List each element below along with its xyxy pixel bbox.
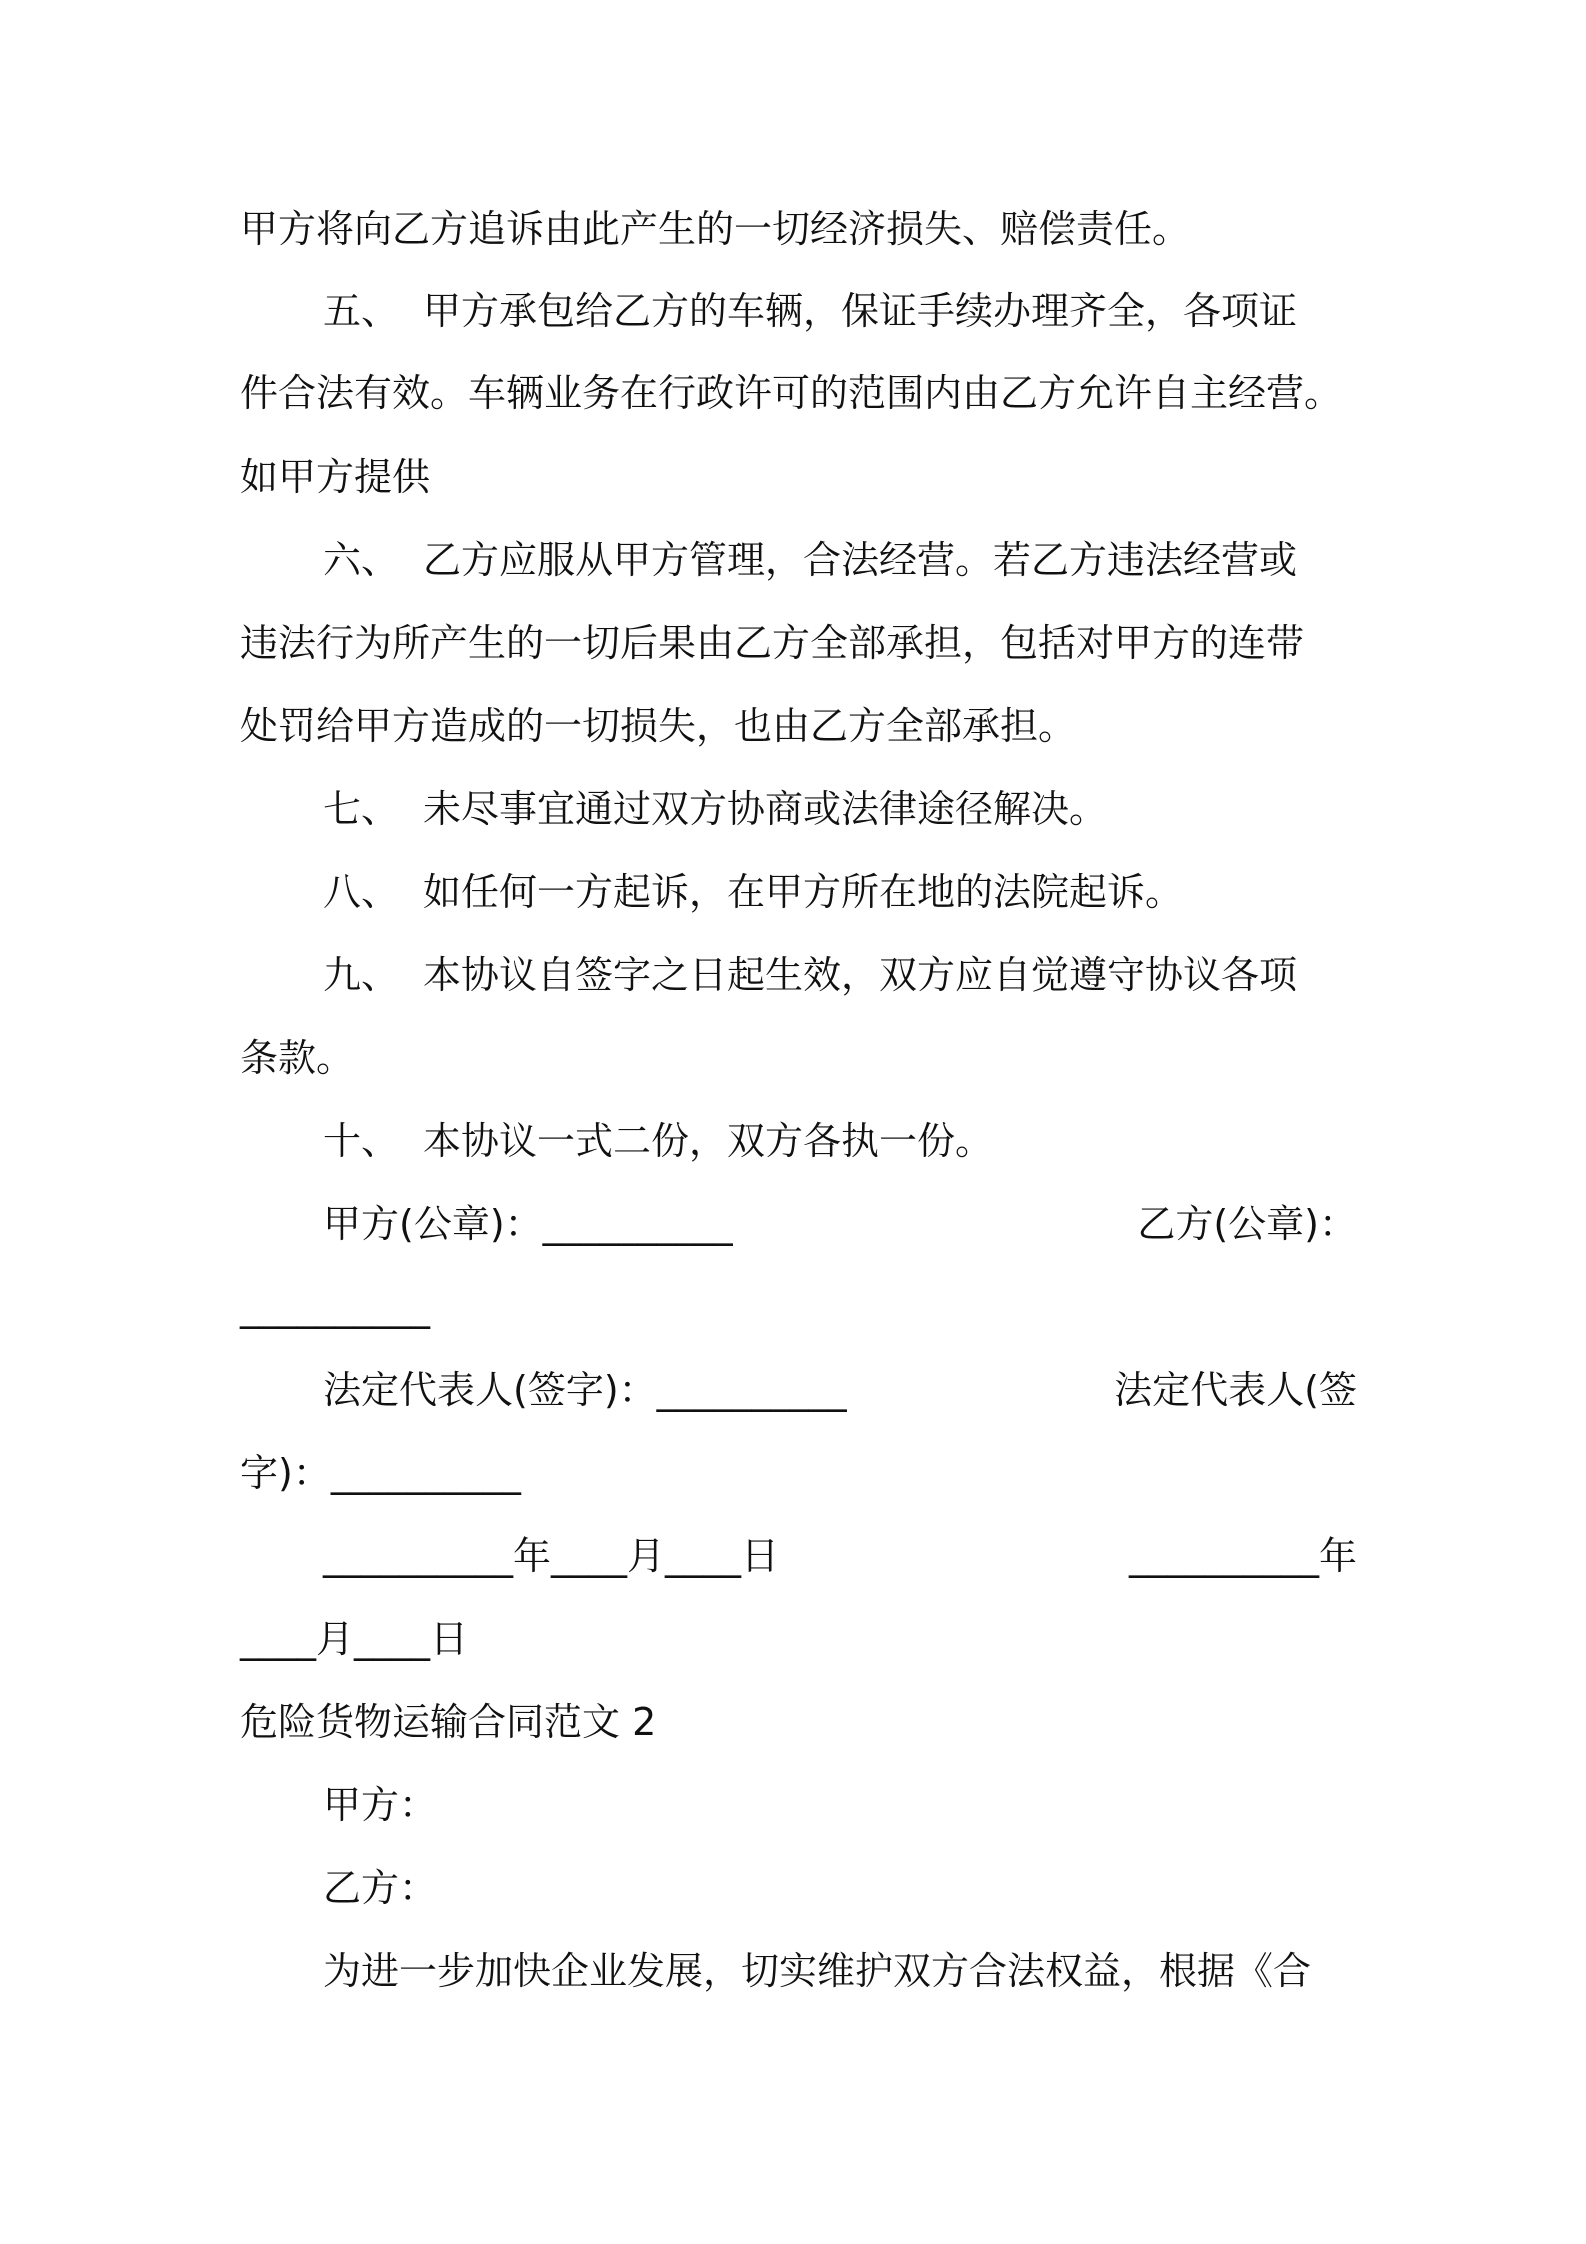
clause-text: 本协议自签字之日起生效，双方应自觉遵守协议各项 [423, 953, 1298, 997]
clause-ten [323, 1115, 993, 1167]
clause-six [323, 534, 1297, 586]
paragraph-line: 如甲方提供 [240, 455, 431, 499]
clause-text: 乙方应服从甲方管理，合法经营。若乙方违法经营或 [423, 538, 1298, 582]
party-a-date-line: __________年____月____日 [323, 1534, 780, 1578]
intro-paragraph: 为进一步加快企业发展，切实维护双方合法权益，根据《合 [323, 1949, 1312, 1993]
clause-five [323, 285, 1297, 337]
clause-nine [323, 949, 1297, 1001]
clause-number: 七、 [323, 787, 400, 831]
party-b-date-month-day: ____月____日 [240, 1617, 469, 1661]
clause-number: 五、 [323, 289, 400, 333]
party-a-representative-line: 法定代表人(签字)：__________ [323, 1368, 847, 1412]
paragraph-line: 违法行为所产生的一切后果由乙方全部承担，包括对甲方的连带 [240, 621, 1305, 665]
paragraph-line: 甲方将向乙方追诉由此产生的一切经济损失、赔偿责任。 [240, 207, 1191, 251]
clause-text: 如任何一方起诉，在甲方所在地的法院起诉。 [423, 870, 1184, 914]
clause-number: 十、 [323, 1119, 400, 1163]
party-b-representative-label: 法定代表人(签 [1114, 1368, 1357, 1412]
paragraph-line: 处罚给甲方造成的一切损失，也由乙方全部承担。 [240, 704, 1077, 748]
clause-text: 甲方承包给乙方的车辆，保证手续办理齐全，各项证 [423, 289, 1298, 333]
clause-text: 未尽事宜通过双方协商或法律途径解决。 [423, 787, 1108, 831]
party-b-seal-blank: __________ [240, 1285, 430, 1329]
paragraph-line: 条款。 [240, 1036, 355, 1080]
paragraph-line: 件合法有效。车辆业务在行政许可的范围内由乙方允许自主经营。 [240, 371, 1343, 415]
clause-text: 本协议一式二份，双方各执一份。 [423, 1119, 994, 1163]
clause-number: 九、 [323, 953, 400, 997]
party-a-seal-line: 甲方(公章)：__________ [323, 1202, 733, 1246]
party-b-date-year: __________年 [1128, 1534, 1357, 1578]
clause-eight [323, 866, 1183, 918]
clause-seven [323, 783, 1107, 835]
section-title: 危险货物运输合同范文 2 [240, 1700, 657, 1744]
clause-number: 六、 [323, 538, 400, 582]
party-b-seal-label: 乙方(公章)： [1137, 1202, 1357, 1246]
party-a-label: 甲方： [323, 1783, 438, 1827]
party-b-label: 乙方： [323, 1866, 438, 1910]
clause-number: 八、 [323, 870, 400, 914]
party-b-representative-blank: 字)：__________ [240, 1451, 521, 1495]
